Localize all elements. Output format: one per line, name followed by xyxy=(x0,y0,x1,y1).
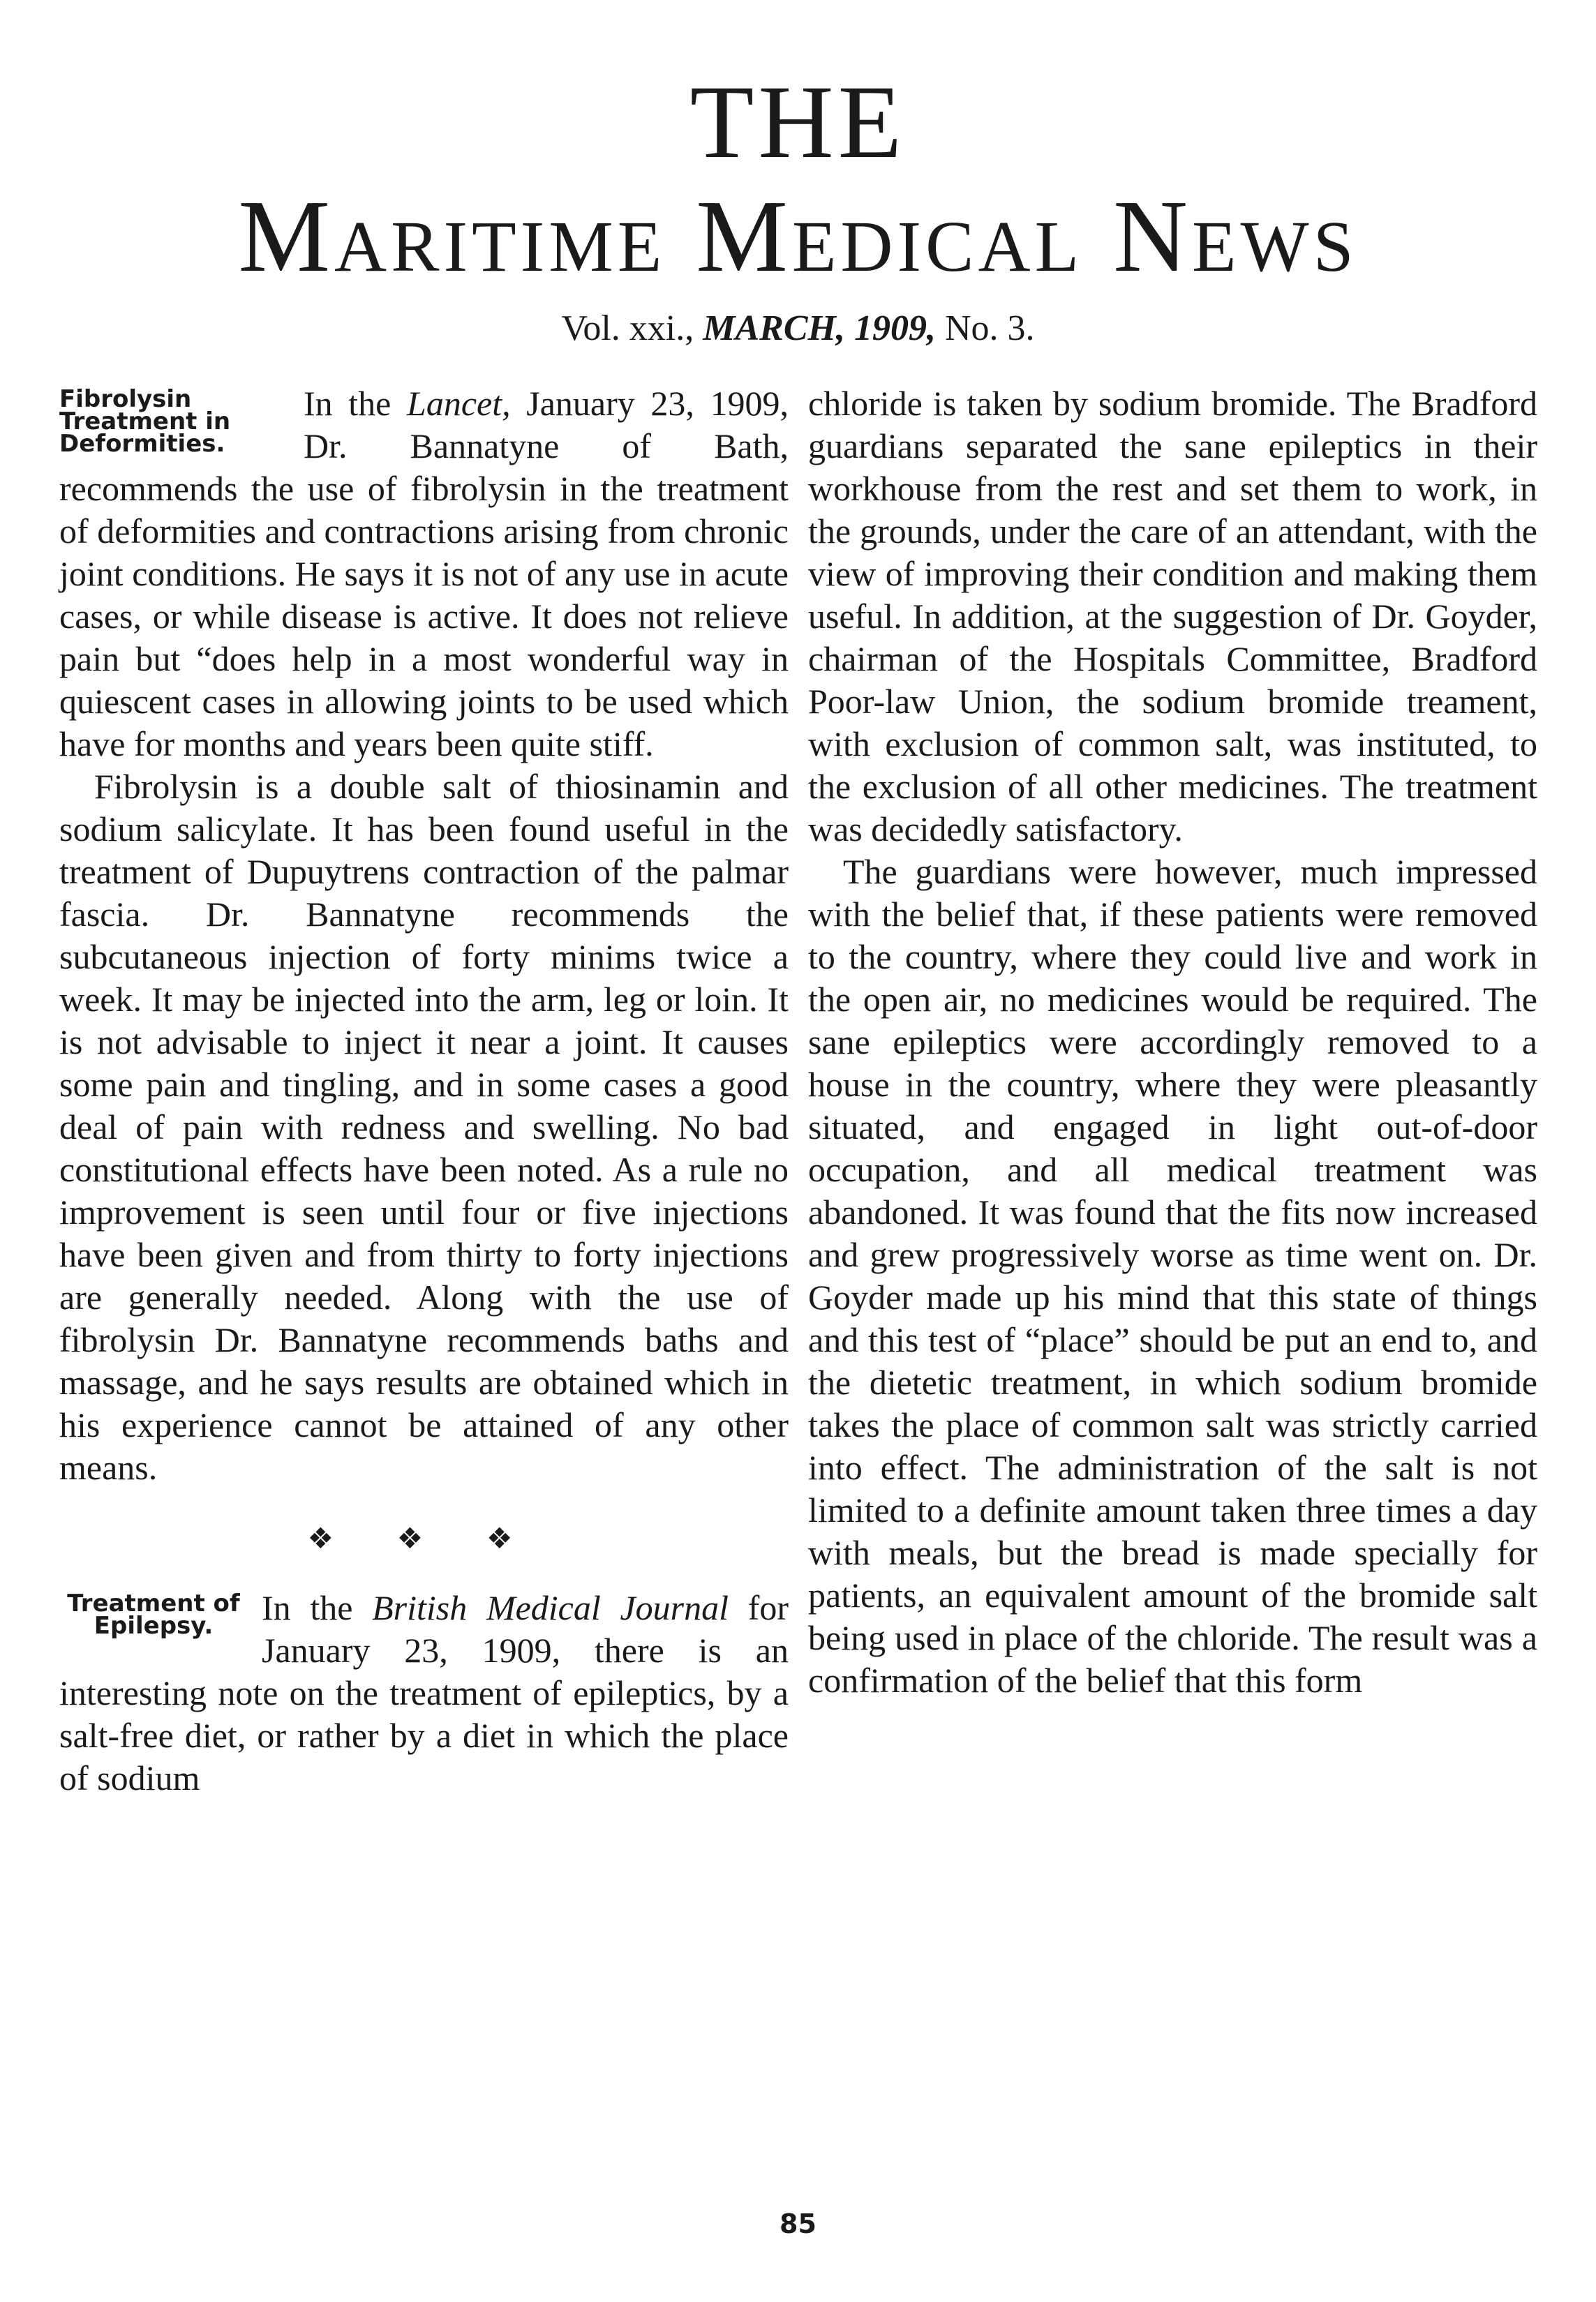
issue-volume: Vol. xxi., xyxy=(561,308,694,348)
left-column xyxy=(59,382,789,1800)
journal-name: British Medical Journal xyxy=(372,1588,729,1627)
article-epilepsy-continued: chloride is taken by sodium bromide. The Bradford guardians separated the sane epileptics in their workhouse from the rest and set them to work, in the grounds, under the care of an attendant, with the view of improving their condition and making them useful. In addition, at the suggestion of Dr. Goyder, chairman of the Hospitals Committee, Bradford Poor-law Union, the sodium bromide treament, with exclusion of common salt, was instituted, to the exclusion of all other medicines. The treatment was decidedly satisfactory. xyxy=(808,384,1537,849)
masthead-the: THE xyxy=(689,64,907,180)
issue-date: MARCH, 1909, xyxy=(703,308,936,348)
right-column xyxy=(808,382,1537,1702)
section-ornament: ❖ ❖ ❖ xyxy=(307,1523,541,1555)
masthead-title: Maritime Medical News xyxy=(238,179,1358,294)
article-epilepsy-paragraph: The guardians were however, much impressed with the belief that, if these patients were removed to the country, where they could live and work in the open air, no medicines would be required. The sane epileptics were accordingly removed to a house in the country, where they were pleasantly situated, and engaged in light out-of-door occupation, and all medical treatment was abandoned. It was found that the fits now increased and grew progressively worse as time went on. Dr. Goyder made up his mind that this state of things and this test of “place” should be put an end to, and the dietetic treatment, in which sodium bromide takes the place of common salt was strictly carried into effect. The administration of the salt is not limited to a definite amount taken three times a day with meals, but the bread is made specially for patients, an equivalent amount of the bromide salt being used in place of the chloride. The result was a confirmation of the belief that this form xyxy=(808,852,1537,1700)
sidenote-fibrolysin: Fibrolysin Treatment in Deformities. xyxy=(59,385,231,458)
lead-text: In the xyxy=(304,384,408,423)
page-number: 85 xyxy=(780,2208,816,2239)
lead-text: In the xyxy=(262,1588,373,1627)
sidenote-epilepsy: Treatment of Epilepsy. xyxy=(67,1590,240,1640)
article-fibrolysin-paragraph: Fibrolysin is a double salt of thiosinamin and sodium salicylate. It has been found useful in the treatment of Dupuytrens contraction of the palmar fascia. Dr. Bannatyne recommends the subcutaneous injection of forty minims twice a week. It may be injected into the arm, leg or loin. It is not advisable to inject it near a joint. It causes some pain and tingling, and in some cases a good deal of pain with redness and swelling. No bad constitutional effects have been noted. As a rule no improvement is seen until four or five injections have been given and from thirty to forty injections are generally needed. Along with the use of fibrolysin Dr. Bannatyne recommends baths and massage, and he says results are obtained which in his experience cannot be attained of any other means. xyxy=(59,767,789,1487)
issue-number: No. 3. xyxy=(944,308,1035,348)
journal-name: Lancet, xyxy=(407,384,511,423)
issue-line xyxy=(0,308,1596,348)
lead-text-continued: January 23, 1909, Dr. Bannatyne of Bath, recommends the use of fibrolysin in the treatment of deformities and contractions arising from chronic joint conditions. He says it is not of any use in acute cases, or while disease is active. It does not relieve pain but “does help in a most wonderful way in quiescent cases in allowing joints to be used which have for months and years been quite stiff. xyxy=(59,384,789,763)
lead-text-continued: for January 23, 1909, there is an interesting note on the treatment of epileptics, by a salt-free diet, or rather by a diet in which the place of sodium xyxy=(59,1588,789,1797)
